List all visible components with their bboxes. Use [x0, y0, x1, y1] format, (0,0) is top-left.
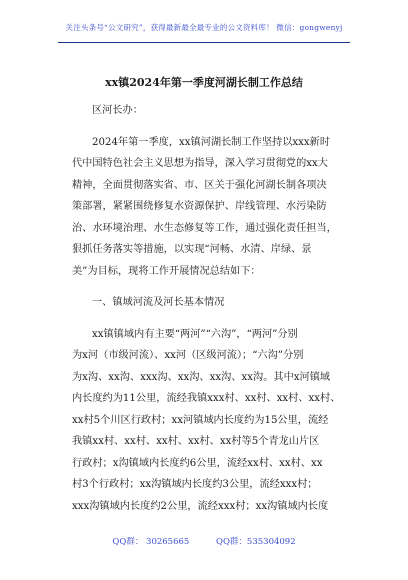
paragraph-line: 狠抓任务落实等措施，以实现“河畅、水清、岸绿、景 [72, 244, 312, 255]
paragraph-line: 我镇xx村、xx村、xx村、xx村、xx村等5个青龙山片区 [72, 436, 320, 447]
paragraph-line: 治、水环境治理、水生态修复等工作，通过强化责任担当， [72, 222, 337, 234]
paragraph-line: 策部署，紧紧围绕修复水资源保护、岸线管理、水污染防 [72, 201, 327, 212]
document-title: xx镇2024年第一季度河湖长制工作总结 [105, 76, 303, 89]
footer-contacts [0, 535, 408, 547]
header-banner: 关注头条号“公文研究”，获得最新最全最专业的公文资料库！ 微信：gongwenyj [65, 23, 343, 32]
paragraph-line: 美”为目标，现将工作开展情况总结如下： [72, 265, 261, 277]
footer-qq-group-2: QQ群：535304092 [216, 537, 296, 547]
paragraph-line: 2024年第一季度，xx镇河湖长制工作坚持以xxx新时 [92, 136, 331, 148]
paragraph-line: xxx沟镇域内长度约2公里，流经xxx村；xx沟镇域内长度 [72, 500, 329, 512]
paragraph-rivers [72, 324, 362, 518]
paragraph-line: xx村5个川区行政村；xx河镇域内长度约为15公里，流经 [72, 414, 329, 426]
paragraph-line: 精神，全面贯彻落实省、市、区关于强化河湖长制各项决 [72, 179, 327, 191]
paragraph-line: xx镇镇域内有主要“两河”“六沟”，“两河”分别 [92, 328, 298, 340]
footer-qq-group-1: QQ群： 30265665 [112, 537, 190, 547]
paragraph-line: 村3个行政村；xx沟镇域内长度约3公里，流经xxx村； [72, 479, 318, 490]
document-body [72, 88, 362, 517]
paragraph-line: 为x沟、xx沟、xxx沟、xx沟、xx沟、xx沟。其中x河镇域 [72, 371, 331, 383]
paragraph-line: 行政村；x沟镇域内长度约6公里，流经xx村、xx村、xx [72, 457, 323, 469]
section-heading: 一、镇域河流及河长基本情况 [92, 297, 225, 308]
paragraph-line: 为x河（市级河流）、xx河（区级河流）；“六沟”分别 [72, 350, 304, 361]
paragraph-line: 代中国特色社会主义思想为指导，深入学习贯彻党的xx大 [72, 158, 328, 169]
paragraph-intro [72, 132, 362, 283]
paragraph-line: 内长度约为11公里，流经我镇xxx村、xx村、xx村、xx村、 [72, 393, 341, 404]
header-divider [58, 42, 350, 43]
salutation: 区河长办： [92, 105, 143, 116]
